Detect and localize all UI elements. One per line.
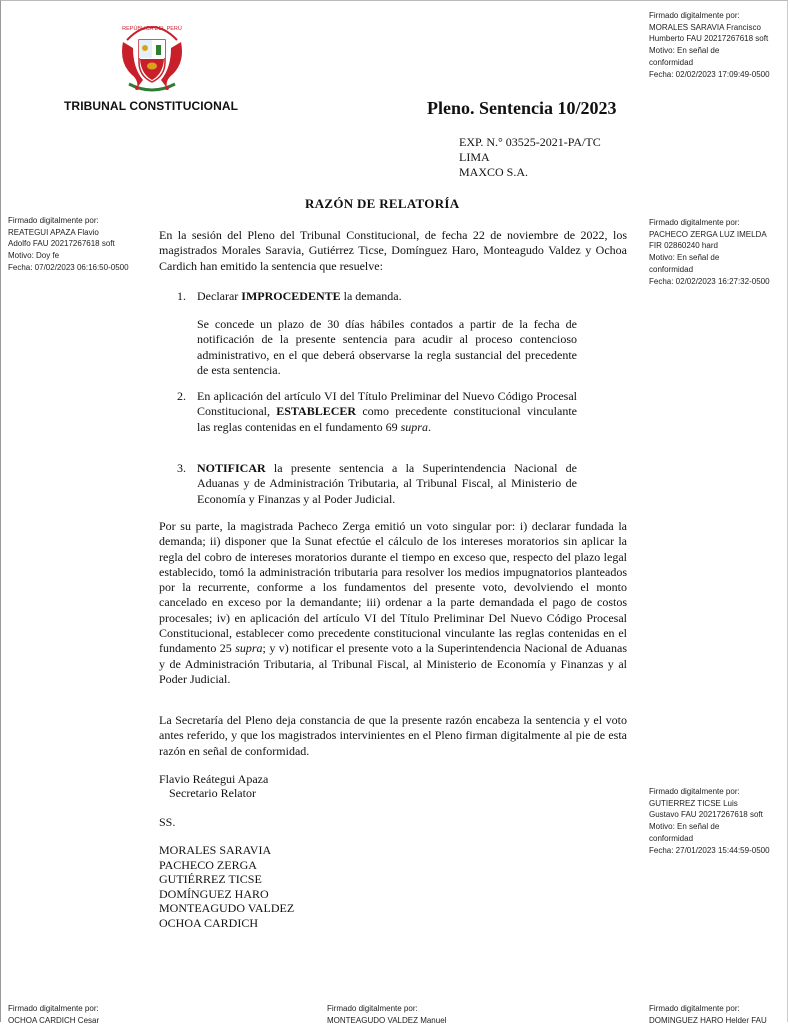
magistrate-name: MONTEAGUDO VALDEZ bbox=[159, 901, 295, 915]
case-place: LIMA bbox=[459, 150, 490, 164]
resolution-item-3 bbox=[177, 461, 577, 507]
signature-line: Motivo: En señal de bbox=[649, 253, 720, 263]
signature-line: Adolfo FAU 20217267618 soft bbox=[8, 239, 115, 249]
intro-paragraph: En la sesión del Pleno del Tribunal Constitucional, de fecha 22 de noviembre de 2022, los magistrados Morales Saravia, Gutiérrez Ticse, Domínguez Haro, Monteagudo Valdez y Ochoa Cardich han emitido la sentencia que resuelve: bbox=[159, 228, 627, 273]
signature-line: PACHECO ZERGA LUZ IMELDA bbox=[649, 229, 767, 239]
section-title: RAZÓN DE RELATORÍA bbox=[305, 196, 460, 211]
svg-text:REPÚBLICA DEL PERÚ: REPÚBLICA DEL PERÚ bbox=[122, 26, 182, 32]
signature-line: Firmado digitalmente por: bbox=[649, 218, 740, 227]
magistrate-name: OCHOA CARDICH bbox=[159, 915, 259, 930]
item-number: 1. bbox=[177, 289, 186, 303]
signer-role: Secretario Relator bbox=[169, 786, 256, 800]
digital-signature-pacheco bbox=[649, 217, 770, 287]
signature-line: Gustavo FAU 20217267618 soft bbox=[649, 810, 763, 820]
item-number: 3. bbox=[177, 461, 186, 475]
signature-line: Fecha: 27/01/2023 15:44:59-0500 bbox=[649, 845, 770, 855]
signature-line: Firmado digitalmente por: bbox=[649, 787, 740, 796]
resolution-item-2 bbox=[177, 389, 577, 435]
signature-line: Firmado digitalmente por: bbox=[8, 216, 99, 225]
signature-line: GUTIERREZ TICSE Luis bbox=[649, 798, 738, 808]
item-keyword: NOTIFICAR bbox=[197, 461, 266, 475]
signature-line: FIR 02860240 hard bbox=[649, 241, 718, 251]
resolution-item-1 bbox=[177, 289, 577, 304]
item-text: . bbox=[427, 419, 431, 434]
ss-label: SS. bbox=[159, 815, 176, 829]
vote-text: Por su parte, la magistrada Pacheco Zerga emitió un voto singular por: i) declarar fundada la demanda; ii) disponer que la Sunat efectúe el cálculo de los intereses moratorios sin aplicar la regla del cobro de intereses moratorios durante el tiempo en exceso que, respecto del plazo legal establecido, tomó la administración tributaria para resolver los medios impugnatorios planteados por la recurrente, conforme a los fundamentos del presente voto, devolviendo el monto cancelado en exceso por la demandante; iii) ordenar a la parte demandada el pago de costos procesales; iv) en aplicación del artículo VI del Título Preliminar Del Nuevo Código Procesal Constitucional, establecer como precedente constitucional vinculante las reglas contenidas en el fundamento 25 bbox=[159, 519, 627, 656]
item-text: la presente sentencia a la Superintendencia Nacional de Aduanas y de Administración Tributaria, al Tribunal Fiscal, al Ministerio de Economía y Finanzas y al Poder Judicial. bbox=[197, 461, 577, 506]
signature-line: conformidad bbox=[649, 264, 694, 274]
magistrate-name: DOMÍNGUEZ HARO bbox=[159, 886, 269, 901]
signature-line: Firmado digitalmente por: bbox=[649, 11, 740, 20]
signature-line: Humberto FAU 20217267618 soft bbox=[649, 34, 769, 44]
digital-signature-reategui bbox=[8, 215, 129, 274]
magistrates-list bbox=[159, 843, 294, 930]
digital-signature-dominguez bbox=[649, 1003, 767, 1026]
vote-text: ; y v) notificar el presente voto a la Superintendencia Nacional de Aduanas y de Administración Tributaria, al Tribunal Fiscal, al Ministerio de Economía y Finanzas y al Poder Judicial. bbox=[159, 641, 627, 686]
item-text: como precedente constitucional vinculante las reglas contenidas en el fundamento 69 bbox=[197, 404, 577, 434]
case-number: EXP. N.° 03525-2021-PA/TC bbox=[459, 135, 601, 149]
case-party: MAXCO S.A. bbox=[459, 165, 529, 179]
institution-name: TRIBUNAL CONSTITUCIONAL bbox=[64, 99, 239, 113]
magistrate-name: PACHECO ZERGA bbox=[159, 857, 257, 872]
signature-line: Fecha: 02/02/2023 17:09:49-0500 bbox=[649, 69, 770, 79]
digital-signature-monteagudo bbox=[327, 1003, 446, 1026]
signature-line: conformidad bbox=[649, 57, 694, 67]
closing-paragraph: La Secretaría del Pleno deja constancia de que la presente razón encabeza la sentencia y el voto antes referido, y que los magistrados intervinientes en el Pleno firman digitalmente al pie de esta razón en señal de conformidad. bbox=[159, 713, 627, 758]
signature-line: Motivo: En señal de bbox=[649, 822, 720, 832]
signature-line: MONTEAGUDO VALDEZ Manuel bbox=[327, 1015, 447, 1025]
digital-signature-gutierrez bbox=[649, 786, 770, 856]
signature-line: DOMINGUEZ HARO Helder FAU bbox=[649, 1015, 767, 1025]
signature-line: conformidad bbox=[649, 833, 694, 843]
vote-italic: supra bbox=[235, 641, 263, 656]
signature-line: Fecha: 07/02/2023 06:16:50-0500 bbox=[8, 262, 129, 272]
signature-line: Firmado digitalmente por: bbox=[8, 1004, 99, 1013]
signer-name: Flavio Reátegui Apaza bbox=[159, 772, 269, 786]
case-info bbox=[459, 135, 601, 180]
signature-line: Motivo: En señal de bbox=[649, 46, 720, 56]
signature-line: Fecha: 02/02/2023 16:27:32-0500 bbox=[649, 276, 770, 286]
item-italic: supra bbox=[400, 419, 428, 434]
signature-line: Firmado digitalmente por: bbox=[649, 1004, 740, 1013]
item-text: la demanda. bbox=[340, 289, 402, 303]
item-number: 2. bbox=[177, 389, 186, 403]
magistrate-name: GUTIÉRREZ TICSE bbox=[159, 872, 262, 886]
signature-line: OCHOA CARDICH Cesar bbox=[8, 1015, 100, 1025]
magistrate-name: MORALES SARAVIA bbox=[159, 843, 272, 857]
item-text: En aplicación del artículo VI del Título Preliminar del Nuevo Código Procesal Constitucional, bbox=[197, 389, 577, 419]
item-keyword: IMPROCEDENTE bbox=[241, 289, 341, 303]
vote-paragraph bbox=[159, 519, 627, 687]
signature-line: Firmado digitalmente por: bbox=[327, 1004, 418, 1013]
document-title: Pleno. Sentencia 10/2023 bbox=[427, 98, 617, 118]
coat-of-arms-logo bbox=[117, 18, 187, 96]
resolution-item-1-note: Se concede un plazo de 30 días hábiles contados a partir de la fecha de notificación de la presente sentencia para acudir al proceso contencioso administrativo, en el que deberá observarse la regla sustancial del precedente de esta sentencia. bbox=[197, 317, 577, 377]
signature-line: Motivo: Doy fe bbox=[8, 251, 60, 261]
signature-line: REATEGUI APAZA Flavio bbox=[8, 227, 99, 237]
digital-signature-morales bbox=[649, 10, 770, 80]
digital-signature-ochoa bbox=[8, 1003, 99, 1026]
signature-line: MORALES SARAVIA Francisco bbox=[649, 22, 761, 32]
item-keyword: ESTABLECER bbox=[276, 404, 357, 419]
item-text: Declarar bbox=[197, 289, 242, 303]
